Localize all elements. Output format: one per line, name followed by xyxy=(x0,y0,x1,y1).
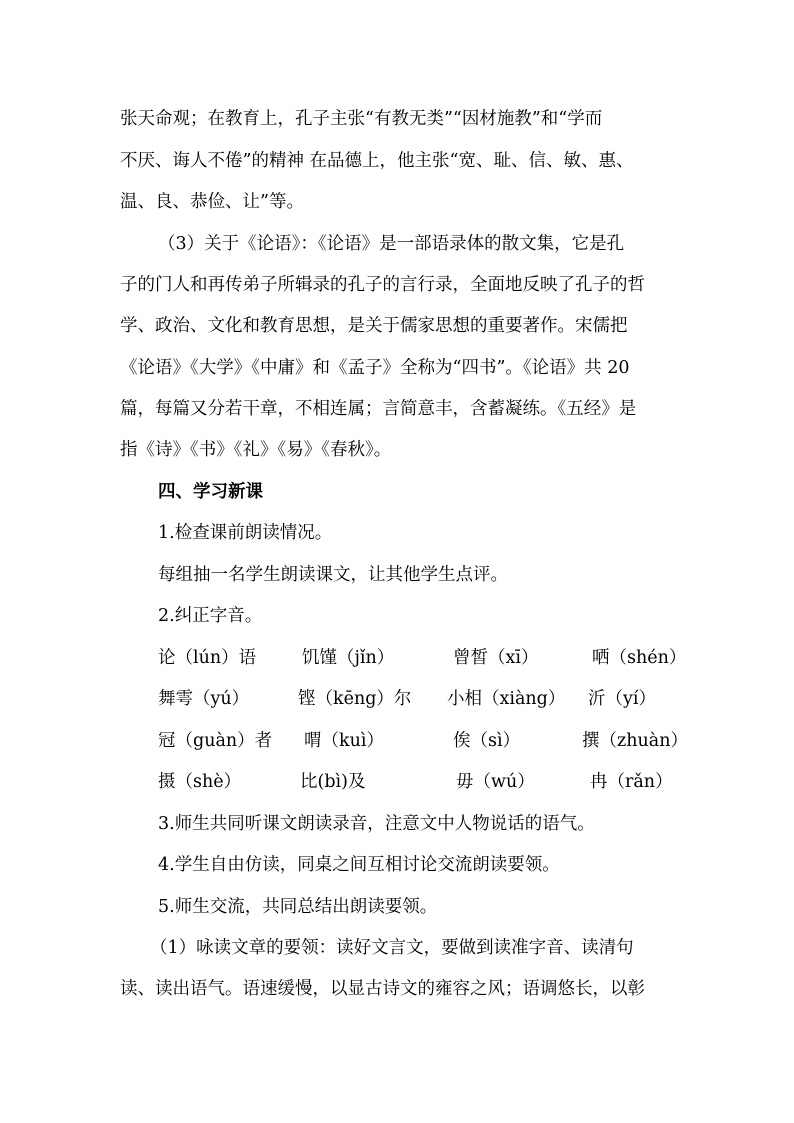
paragraph-2-line-5: 篇，每篇又分若干章，不相连属；言简意丰，含蓄凝练。《五经》是 xyxy=(120,399,637,419)
pronunciation-item: 舞雩（yú） xyxy=(158,689,250,709)
pronunciation-item: 饥馑（jǐn） xyxy=(302,648,395,668)
pronunciation-item: 摄（shè） xyxy=(158,772,242,792)
paragraph-2-line-3: 学、政治、文化和教育思想，是关于儒家思想的重要著作。宋儒把 xyxy=(120,316,628,336)
step-4: 4.学生自由仿读，同桌之间互相讨论交流朗读要领。 xyxy=(158,855,560,875)
paragraph-1-line-3: 温、良、恭俭、让”等。 xyxy=(120,192,304,212)
step-5: 5.师生交流，共同总结出朗读要领。 xyxy=(158,897,438,917)
pronunciation-item: 沂（yí） xyxy=(588,689,656,709)
step-1: 1.检查课前朗读情况。 xyxy=(158,523,333,543)
pronunciation-item: 喟（kuì） xyxy=(304,731,384,751)
section-heading: 四、学习新课 xyxy=(158,482,263,502)
pronunciation-item: 冉（rǎn） xyxy=(590,772,673,792)
paragraph-2-line-4: 《论语》《大学》《中庸》和《孟子》全称为“四书”。《论语》共 20 xyxy=(120,358,630,378)
pronunciation-item: 铿（kēng）尔 xyxy=(298,689,412,709)
pronunciation-item: 俟（sì） xyxy=(453,731,521,751)
pronunciation-item: 小相（xiàng） xyxy=(447,689,566,709)
step-1-detail: 每组抽一名学生朗读课文，让其他学生点评。 xyxy=(158,565,508,585)
paragraph-1-line-1: 张天命观；在教育上，孔子主张“有教无类”“因材施教”和“学而 xyxy=(120,109,603,129)
paragraph-2-line-1: （3）关于《论语》：《论语》是一部语录体的散文集，它是孔 xyxy=(158,234,625,254)
pronunciation-item: 撰（zhuàn） xyxy=(582,731,688,751)
pronunciation-item: 曾皙（xī） xyxy=(453,648,539,668)
pronunciation-item: 论（lún）语 xyxy=(158,648,257,668)
paragraph-2-line-6: 指《诗》《书》《礼》《易》《春秋》。 xyxy=(120,440,392,460)
pronunciation-item: 毋（wú） xyxy=(456,772,535,792)
paragraph-3-line-1: （1）咏读文章的要领：读好文言文，要做到读准字音、读清句 xyxy=(150,938,634,958)
paragraph-2-line-2: 子的门人和再传弟子所辑录的孔子的言行录，全面地反映了孔子的哲 xyxy=(120,275,645,295)
paragraph-3-line-2: 读、读出语气。语速缓慢，以显古诗文的雍容之风；语调悠长，以彰 xyxy=(120,979,645,999)
pronunciation-item: 比(bì)及 xyxy=(300,772,366,792)
step-2: 2.纠正字音。 xyxy=(158,606,263,626)
step-3: 3.师生共同听课文朗读录音，注意文中人物说话的语气。 xyxy=(158,814,595,834)
pronunciation-item: 哂（shén） xyxy=(592,648,687,668)
pronunciation-item: 冠（guàn）者 xyxy=(158,731,273,751)
paragraph-1-line-2: 不厌、诲人不倦”的精神 在品德上，他主张“宽、耻、信、敏、惠、 xyxy=(120,151,634,171)
